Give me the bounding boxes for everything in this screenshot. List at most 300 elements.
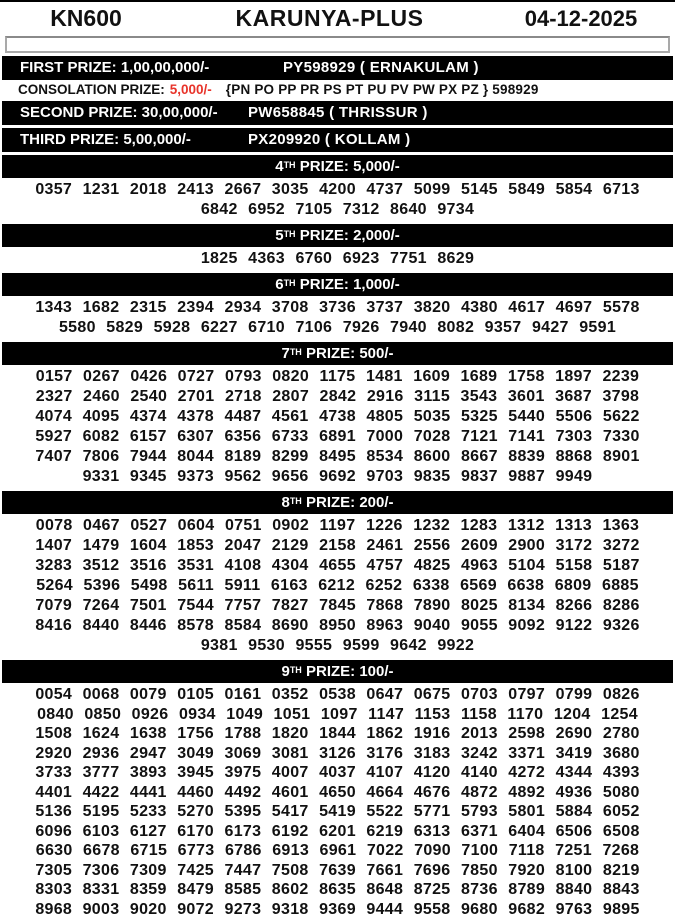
winning-number: 5264	[36, 577, 73, 594]
winning-number: 7696	[413, 861, 451, 879]
winning-number: 9682	[508, 900, 546, 917]
winning-number: 0161	[224, 686, 262, 703]
winning-number: 9444	[366, 900, 404, 917]
winning-number: 3049	[177, 744, 214, 762]
winning-number: 7090	[414, 842, 451, 859]
winning-number: 1312	[507, 517, 545, 534]
winning-number: 4676	[413, 783, 451, 801]
winning-number: 7303	[555, 428, 593, 445]
winning-number: 8736	[460, 881, 498, 898]
winning-number: 4037	[319, 764, 356, 781]
winning-number: 1254	[601, 705, 638, 723]
winning-number: 1097	[320, 705, 358, 723]
winning-number: 6786	[224, 842, 262, 859]
winning-number: 5911	[224, 577, 261, 594]
winning-number: 7079	[35, 597, 73, 614]
winning-number: 8578	[177, 617, 214, 634]
lottery-name: KARUNYA-PLUS	[235, 5, 424, 31]
winning-number: 7106	[295, 319, 333, 336]
winning-number: 1604	[129, 537, 167, 554]
winning-number: 9837	[460, 468, 498, 485]
winning-number: 9092	[508, 617, 546, 634]
winning-number: 0105	[177, 686, 214, 703]
winning-number: 2315	[129, 299, 167, 316]
winning-number: 4272	[508, 764, 546, 781]
winning-number: 6173	[224, 822, 262, 840]
winning-number: 7751	[390, 250, 427, 267]
winning-number: 4650	[319, 783, 356, 801]
winning-number: 0267	[83, 368, 120, 385]
winning-number: 1897	[555, 368, 592, 385]
winning-number: 8446	[129, 617, 167, 634]
winning-number: 0934	[178, 705, 216, 723]
winning-number: 6961	[319, 842, 357, 859]
winning-number: 1481	[365, 368, 403, 385]
winning-number: 6170	[177, 822, 214, 840]
number-row	[0, 249, 675, 269]
prize-section-4th	[0, 155, 675, 221]
winning-number: 5927	[35, 428, 73, 445]
consolation-series: {PN PO PP PR PS PT PU PV PW PX PZ } 598929	[225, 82, 539, 97]
number-row	[0, 763, 675, 783]
winning-number: 8648	[366, 881, 404, 898]
number-row	[0, 636, 675, 656]
winning-number: 9331	[82, 468, 120, 485]
winning-number: 7251	[555, 842, 592, 859]
winning-number: 3283	[35, 557, 73, 574]
winning-number: 8635	[319, 881, 356, 898]
winning-number: 3601	[507, 388, 545, 405]
winning-number: 5187	[602, 557, 640, 574]
winning-number: 6082	[82, 428, 120, 445]
number-row	[0, 298, 675, 318]
winning-number: 1916	[413, 725, 451, 742]
winning-numbers-grid	[0, 366, 675, 488]
number-row	[0, 367, 675, 387]
number-row	[0, 200, 675, 220]
winning-number: 8495	[319, 448, 356, 465]
winning-number: 5854	[555, 181, 593, 198]
winning-number: 5611	[178, 577, 214, 594]
number-row	[0, 447, 675, 467]
winning-number: 8901	[602, 448, 640, 465]
winning-number: 2667	[224, 181, 262, 198]
third-prize-winner: PX209920 ( KOLLAM )	[248, 131, 411, 148]
winning-number: 6710	[248, 319, 285, 336]
winning-number: 4737	[366, 181, 404, 198]
winning-number: 7868	[366, 597, 404, 614]
winning-number: 5233	[129, 803, 167, 820]
winning-number: 8025	[460, 597, 498, 614]
winning-number: 9562	[224, 468, 262, 485]
header	[0, 2, 675, 33]
winning-number: 0079	[129, 686, 167, 703]
winning-number: 3687	[555, 388, 592, 405]
winning-number: 1638	[129, 725, 167, 742]
winning-number: 8189	[224, 448, 262, 465]
second-prize-bar	[2, 101, 673, 125]
winning-number: 6212	[318, 577, 356, 594]
winning-number: 1624	[82, 725, 120, 742]
winning-number: 4107	[366, 764, 404, 781]
winning-number: 6313	[413, 822, 451, 840]
draw-date: 04-12-2025	[524, 5, 638, 31]
winning-number: 7757	[224, 597, 262, 614]
consolation-amount: 5,000/-	[169, 82, 212, 97]
second-prize-label: SECOND PRIZE: 30,00,000/-	[20, 104, 218, 121]
winning-number: 6103	[82, 822, 120, 840]
prize-section-7th	[0, 342, 675, 488]
winning-number: 5158	[555, 557, 593, 574]
second-prize-winner: PW658845 ( THRISSUR )	[248, 104, 428, 121]
winning-number: 7890	[413, 597, 451, 614]
first-prize-label: FIRST PRIZE: 1,00,00,000/-	[20, 59, 210, 76]
winning-number: 2936	[82, 744, 120, 762]
winning-number: 8629	[437, 250, 475, 267]
winning-number: 4344	[555, 764, 593, 781]
winning-number: 8843	[602, 881, 640, 898]
winning-number: 7806	[82, 448, 120, 465]
winning-number: 9020	[129, 900, 167, 917]
winning-number: 4963	[460, 557, 498, 574]
winning-number: 8602	[271, 881, 309, 898]
winning-number: 6913	[272, 842, 310, 859]
number-row	[0, 536, 675, 556]
winning-number: 5035	[413, 408, 451, 425]
winning-number: 8440	[82, 617, 120, 634]
winning-number: 2018	[129, 181, 167, 198]
consolation-prize-row	[0, 80, 675, 98]
winning-number: 8585	[224, 881, 262, 898]
winning-number: 9734	[437, 201, 475, 218]
winning-number: 1170	[507, 705, 544, 723]
winning-number: 6157	[129, 428, 167, 445]
winning-number: 8963	[366, 617, 404, 634]
winning-number: 9318	[271, 900, 309, 917]
winning-number: 7501	[129, 597, 167, 614]
winning-number: 9895	[602, 900, 640, 917]
winning-number: 9949	[555, 468, 593, 485]
winning-number: 8044	[177, 448, 214, 465]
winning-numbers-grid	[0, 515, 675, 657]
winning-number: 8667	[460, 448, 498, 465]
winning-number: 4108	[224, 557, 262, 574]
winning-number: 2013	[460, 725, 498, 742]
winning-number: 4892	[508, 783, 546, 801]
winning-number: 5580	[58, 319, 96, 336]
winning-number: 2047	[224, 537, 262, 554]
winning-number: 0604	[177, 517, 215, 534]
winning-number: 6404	[508, 822, 546, 840]
winning-number: 3512	[82, 557, 120, 574]
winning-number: 6630	[35, 842, 73, 859]
winning-number: 6713	[602, 181, 640, 198]
winning-number: 8359	[129, 881, 167, 898]
first-prize-winner: PY598929 ( ERNAKULAM )	[283, 59, 479, 76]
winning-number: 1049	[226, 705, 264, 723]
winning-number: 7944	[129, 448, 167, 465]
number-row	[0, 387, 675, 407]
winning-number: 4422	[82, 783, 120, 801]
winning-number: 8584	[224, 617, 262, 634]
winning-number: 3975	[224, 764, 262, 781]
winning-number: 8950	[319, 617, 356, 634]
winning-number: 9003	[82, 900, 120, 917]
winning-number: 4487	[224, 408, 262, 425]
winning-number: 5928	[153, 319, 191, 336]
section-title: 7TH PRIZE: 500/-	[2, 342, 673, 365]
winning-number: 4492	[224, 783, 262, 801]
winning-number: 2129	[271, 537, 309, 554]
winning-number: 2556	[413, 537, 451, 554]
winning-number: 9369	[319, 900, 356, 917]
winning-number: 8100	[555, 861, 593, 879]
winning-number: 3371	[508, 744, 546, 762]
winning-number: 5145	[460, 181, 498, 198]
winning-number: 2842	[319, 388, 357, 405]
winning-number: 5522	[366, 803, 404, 820]
winning-number: 9763	[555, 900, 593, 917]
winning-number: 0799	[555, 686, 593, 703]
winning-number: 6760	[295, 250, 333, 267]
winning-number: 7121	[460, 428, 498, 445]
winning-number: 2598	[508, 725, 546, 742]
winning-number: 1508	[35, 725, 73, 742]
winning-number: 1051	[273, 705, 311, 723]
winning-number: 1147	[368, 705, 405, 723]
winning-number: 3069	[224, 744, 262, 762]
winning-number: 6569	[460, 577, 497, 594]
winning-number: 6809	[554, 577, 592, 594]
winning-number: 7508	[271, 861, 309, 879]
winning-number: 1231	[82, 181, 120, 198]
prize-section-6th	[0, 273, 675, 339]
winning-number: 1226	[365, 517, 403, 534]
winning-number: 4007	[271, 764, 309, 781]
winning-number: 6219	[366, 822, 404, 840]
winning-number: 5419	[319, 803, 356, 820]
winning-number: 7268	[602, 842, 640, 859]
winning-number: 5884	[555, 803, 593, 820]
number-row	[0, 880, 675, 900]
winning-number: 8416	[35, 617, 73, 634]
winning-number: 8968	[35, 900, 73, 917]
winning-number: 0157	[35, 368, 73, 385]
number-row	[0, 900, 675, 917]
winning-number: 0352	[271, 686, 309, 703]
winning-number: 4378	[177, 408, 214, 425]
winning-number: 3183	[413, 744, 451, 762]
winning-number: 2327	[35, 388, 73, 405]
winning-number: 5080	[602, 783, 640, 801]
winning-number: 1609	[413, 368, 451, 385]
prize-section-5th	[0, 224, 675, 270]
winning-number: 8534	[366, 448, 404, 465]
winning-number: 4561	[271, 408, 309, 425]
winning-number: 5578	[602, 299, 640, 316]
winning-number: 1363	[602, 517, 640, 534]
winning-number: 9922	[437, 637, 475, 654]
winning-number: 5849	[508, 181, 546, 198]
winning-number: 7100	[461, 842, 499, 859]
winning-number: 4441	[129, 783, 167, 801]
prize-section-8th	[0, 491, 675, 657]
winning-number: 9656	[271, 468, 309, 485]
number-row	[0, 576, 675, 596]
winning-number: 0797	[508, 686, 546, 703]
winning-number: 8479	[177, 881, 214, 898]
winning-number: 1862	[366, 725, 404, 742]
number-row	[0, 841, 675, 861]
number-row	[0, 516, 675, 536]
winning-number: 2780	[602, 725, 640, 742]
winning-number: 0426	[130, 368, 168, 385]
winning-number: 0703	[460, 686, 498, 703]
winning-number: 3777	[82, 764, 120, 781]
winning-number: 3531	[177, 557, 214, 574]
winning-number: 0647	[366, 686, 404, 703]
winning-number: 0902	[272, 517, 310, 534]
winning-number: 4617	[508, 299, 546, 316]
winning-number: 7940	[390, 319, 427, 336]
winning-number: 3172	[555, 537, 593, 554]
winning-number: 4074	[35, 408, 73, 425]
winning-number: 1158	[460, 705, 497, 723]
winning-number: 8082	[437, 319, 475, 336]
winning-number: 4936	[555, 783, 593, 801]
winning-number: 2413	[177, 181, 214, 198]
winning-number: 4374	[129, 408, 167, 425]
winning-number: 7926	[342, 319, 380, 336]
winning-number: 6227	[200, 319, 238, 336]
winning-number: 9680	[460, 900, 498, 917]
winning-number: 2461	[366, 537, 404, 554]
winning-number: 6885	[602, 577, 639, 594]
winning-number: 5104	[508, 557, 546, 574]
section-title: 8TH PRIZE: 200/-	[2, 491, 673, 514]
winning-number: 2916	[366, 388, 404, 405]
winning-number: 1788	[224, 725, 262, 742]
winning-number: 1313	[555, 517, 592, 534]
winning-number: 7305	[35, 861, 73, 879]
winning-number: 5801	[508, 803, 546, 820]
winning-number: 6638	[507, 577, 545, 594]
winning-number: 8134	[508, 597, 546, 614]
winning-number: 1853	[177, 537, 214, 554]
winning-number: 4601	[271, 783, 309, 801]
winning-numbers-grid	[0, 248, 675, 270]
winning-number: 0826	[602, 686, 640, 703]
third-prize-label: THIRD PRIZE: 5,00,000/-	[20, 131, 191, 148]
winning-number: 6891	[319, 428, 356, 445]
winning-number: 6163	[270, 577, 308, 594]
winning-number: 7639	[319, 861, 356, 879]
number-row	[0, 685, 675, 705]
winning-number: 9040	[413, 617, 451, 634]
consolation-label: CONSOLATION PRIZE:	[18, 82, 165, 97]
winning-number: 2239	[602, 368, 640, 385]
winning-number: 8600	[413, 448, 451, 465]
winning-number: 2900	[508, 537, 546, 554]
winning-number: 6052	[602, 803, 640, 820]
winning-number: 5099	[413, 181, 451, 198]
winning-number: 3733	[35, 764, 73, 781]
winning-number: 4120	[413, 764, 451, 781]
winning-number: 6508	[602, 822, 640, 840]
winning-number: 4825	[413, 557, 451, 574]
winning-number: 1153	[414, 705, 451, 723]
winning-number: 1232	[413, 517, 451, 534]
winning-number: 2934	[224, 299, 262, 316]
winning-number: 3419	[555, 744, 593, 762]
winning-number: 6506	[555, 822, 593, 840]
winning-number: 8299	[271, 448, 309, 465]
empty-marquee-box	[5, 36, 670, 53]
winning-number: 4095	[82, 408, 120, 425]
winning-number: 9887	[508, 468, 546, 485]
winning-number: 5395	[224, 803, 262, 820]
number-row	[0, 318, 675, 338]
winning-number: 3893	[129, 764, 167, 781]
winning-numbers-grid	[0, 179, 675, 221]
winning-number: 0538	[319, 686, 356, 703]
winning-number: 5622	[602, 408, 640, 425]
winning-numbers-grid	[0, 297, 675, 339]
winning-number: 7544	[177, 597, 214, 614]
winning-number: 9345	[129, 468, 167, 485]
winning-number: 4393	[602, 764, 640, 781]
winning-number: 5195	[82, 803, 120, 820]
winning-number: 2947	[129, 744, 167, 762]
number-row	[0, 724, 675, 744]
number-row	[0, 783, 675, 803]
winning-number: 3708	[271, 299, 309, 316]
winning-number: 6356	[224, 428, 262, 445]
prize-sections	[0, 155, 675, 917]
number-row	[0, 180, 675, 200]
number-row	[0, 861, 675, 881]
winning-number: 6127	[129, 822, 167, 840]
winning-number: 1682	[82, 299, 120, 316]
number-row	[0, 802, 675, 822]
winning-number: 4200	[319, 181, 356, 198]
winning-number: 8840	[555, 881, 593, 898]
winning-number: 8303	[35, 881, 73, 898]
winning-number: 7000	[366, 428, 404, 445]
winning-number: 0751	[224, 517, 262, 534]
third-prize-bar	[2, 128, 673, 152]
winning-number: 4664	[366, 783, 404, 801]
winning-number: 7264	[82, 597, 120, 614]
winning-number: 4738	[319, 408, 356, 425]
winning-number: 8219	[602, 861, 640, 879]
winning-number: 1758	[507, 368, 545, 385]
winning-number: 1825	[200, 250, 238, 267]
winning-number: 3680	[602, 744, 640, 762]
section-title: 6TH PRIZE: 1,000/-	[2, 273, 673, 296]
winning-number: 4304	[271, 557, 309, 574]
winning-number: 9555	[295, 637, 333, 654]
winning-number: 3126	[319, 744, 356, 762]
winning-number: 3115	[414, 388, 451, 405]
lottery-code: KN600	[50, 5, 122, 31]
winning-number: 4697	[555, 299, 593, 316]
winning-number: 2690	[555, 725, 593, 742]
winning-number: 7306	[82, 861, 120, 879]
winning-number: 8331	[82, 881, 120, 898]
winning-number: 3945	[177, 764, 214, 781]
winning-number: 3543	[460, 388, 498, 405]
